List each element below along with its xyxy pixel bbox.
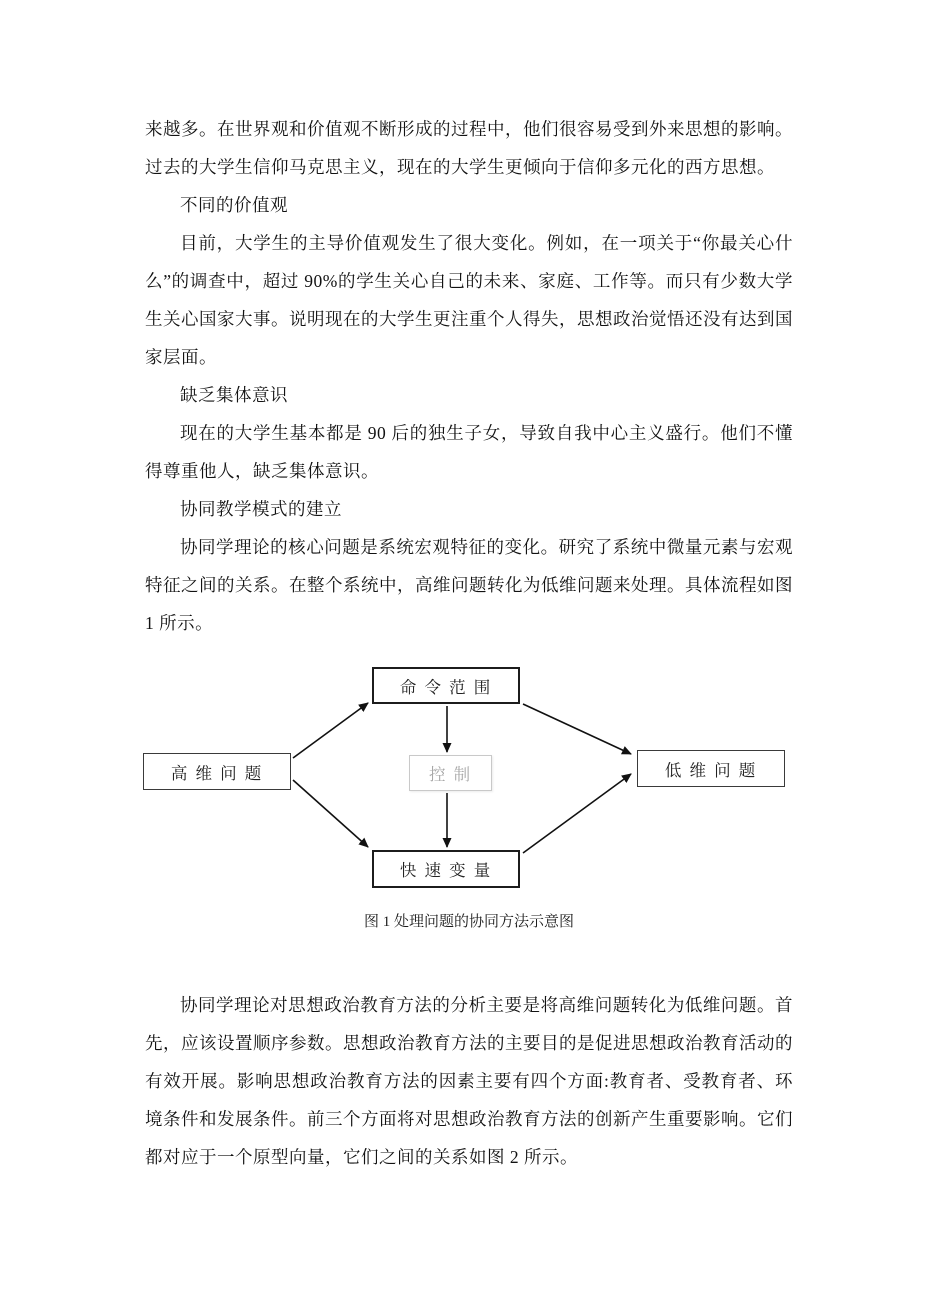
arrow-fast-to-lowdim	[523, 774, 631, 853]
paragraph-intro: 来越多。在世界观和价值观不断形成的过程中，他们很容易受到外来思想的影响。过去的大学生信仰马克思主义，现在的大学生更倾向于信仰多元化的西方思想。	[145, 119, 793, 177]
paragraph-analysis: 协同学理论对思想政治教育方法的分析主要是将高维问题转化为低维问题。首先，应该设置顺序参数。思想政治教育方法的主要目的是促进思想政治教育活动的有效开展。影响思想政治教育方法的因素主要有四个方面:教育者、受教育者、环境条件和发展条件。前三个方面将对思想政治教育方法的创新产生重要影响。它们都对应于一个原型向量，它们之间的关系如图 2 所示。	[145, 995, 793, 1167]
arrow-highdim-to-fast	[293, 780, 368, 847]
section-heading-collective: 缺乏集体意识	[180, 385, 288, 405]
section-heading-collaborative: 协同教学模式的建立	[180, 499, 342, 519]
diagram-box-high-dimension: 高 维 问 题	[143, 753, 291, 790]
diagram-box-fast-variable: 快 速 变 量	[372, 850, 520, 888]
section-heading-values: 不同的价值观	[180, 195, 288, 215]
arrow-command-to-lowdim	[523, 704, 631, 754]
figure-1-caption: 图 1 处理问题的协同方法示意图	[363, 914, 574, 930]
paragraph-values: 目前，大学生的主导价值观发生了很大变化。例如，在一项关于“你最关心什么”的调查中，超过 90%的学生关心自己的未来、家庭、工作等。而只有少数大学生关心国家大事。说明现在的大学生更注重个人得失，思想政治觉悟还没有达到国家层面。	[145, 233, 793, 367]
diagram-box-control: 控 制	[409, 755, 492, 791]
arrow-highdim-to-command	[293, 703, 368, 758]
diagram-box-command-range: 命 令 范 围	[372, 667, 520, 704]
paragraph-collaborative: 协同学理论的核心问题是系统宏观特征的变化。研究了系统中微量元素与宏观特征之间的关系。在整个系统中，高维问题转化为低维问题来处理。具体流程如图 1 所示。	[145, 537, 793, 633]
paragraph-collective: 现在的大学生基本都是 90 后的独生子女，导致自我中心主义盛行。他们不懂得尊重他人，缺乏集体意识。	[145, 423, 793, 481]
figure-1-diagram	[0, 652, 926, 902]
diagram-box-low-dimension: 低 维 问 题	[637, 750, 785, 787]
